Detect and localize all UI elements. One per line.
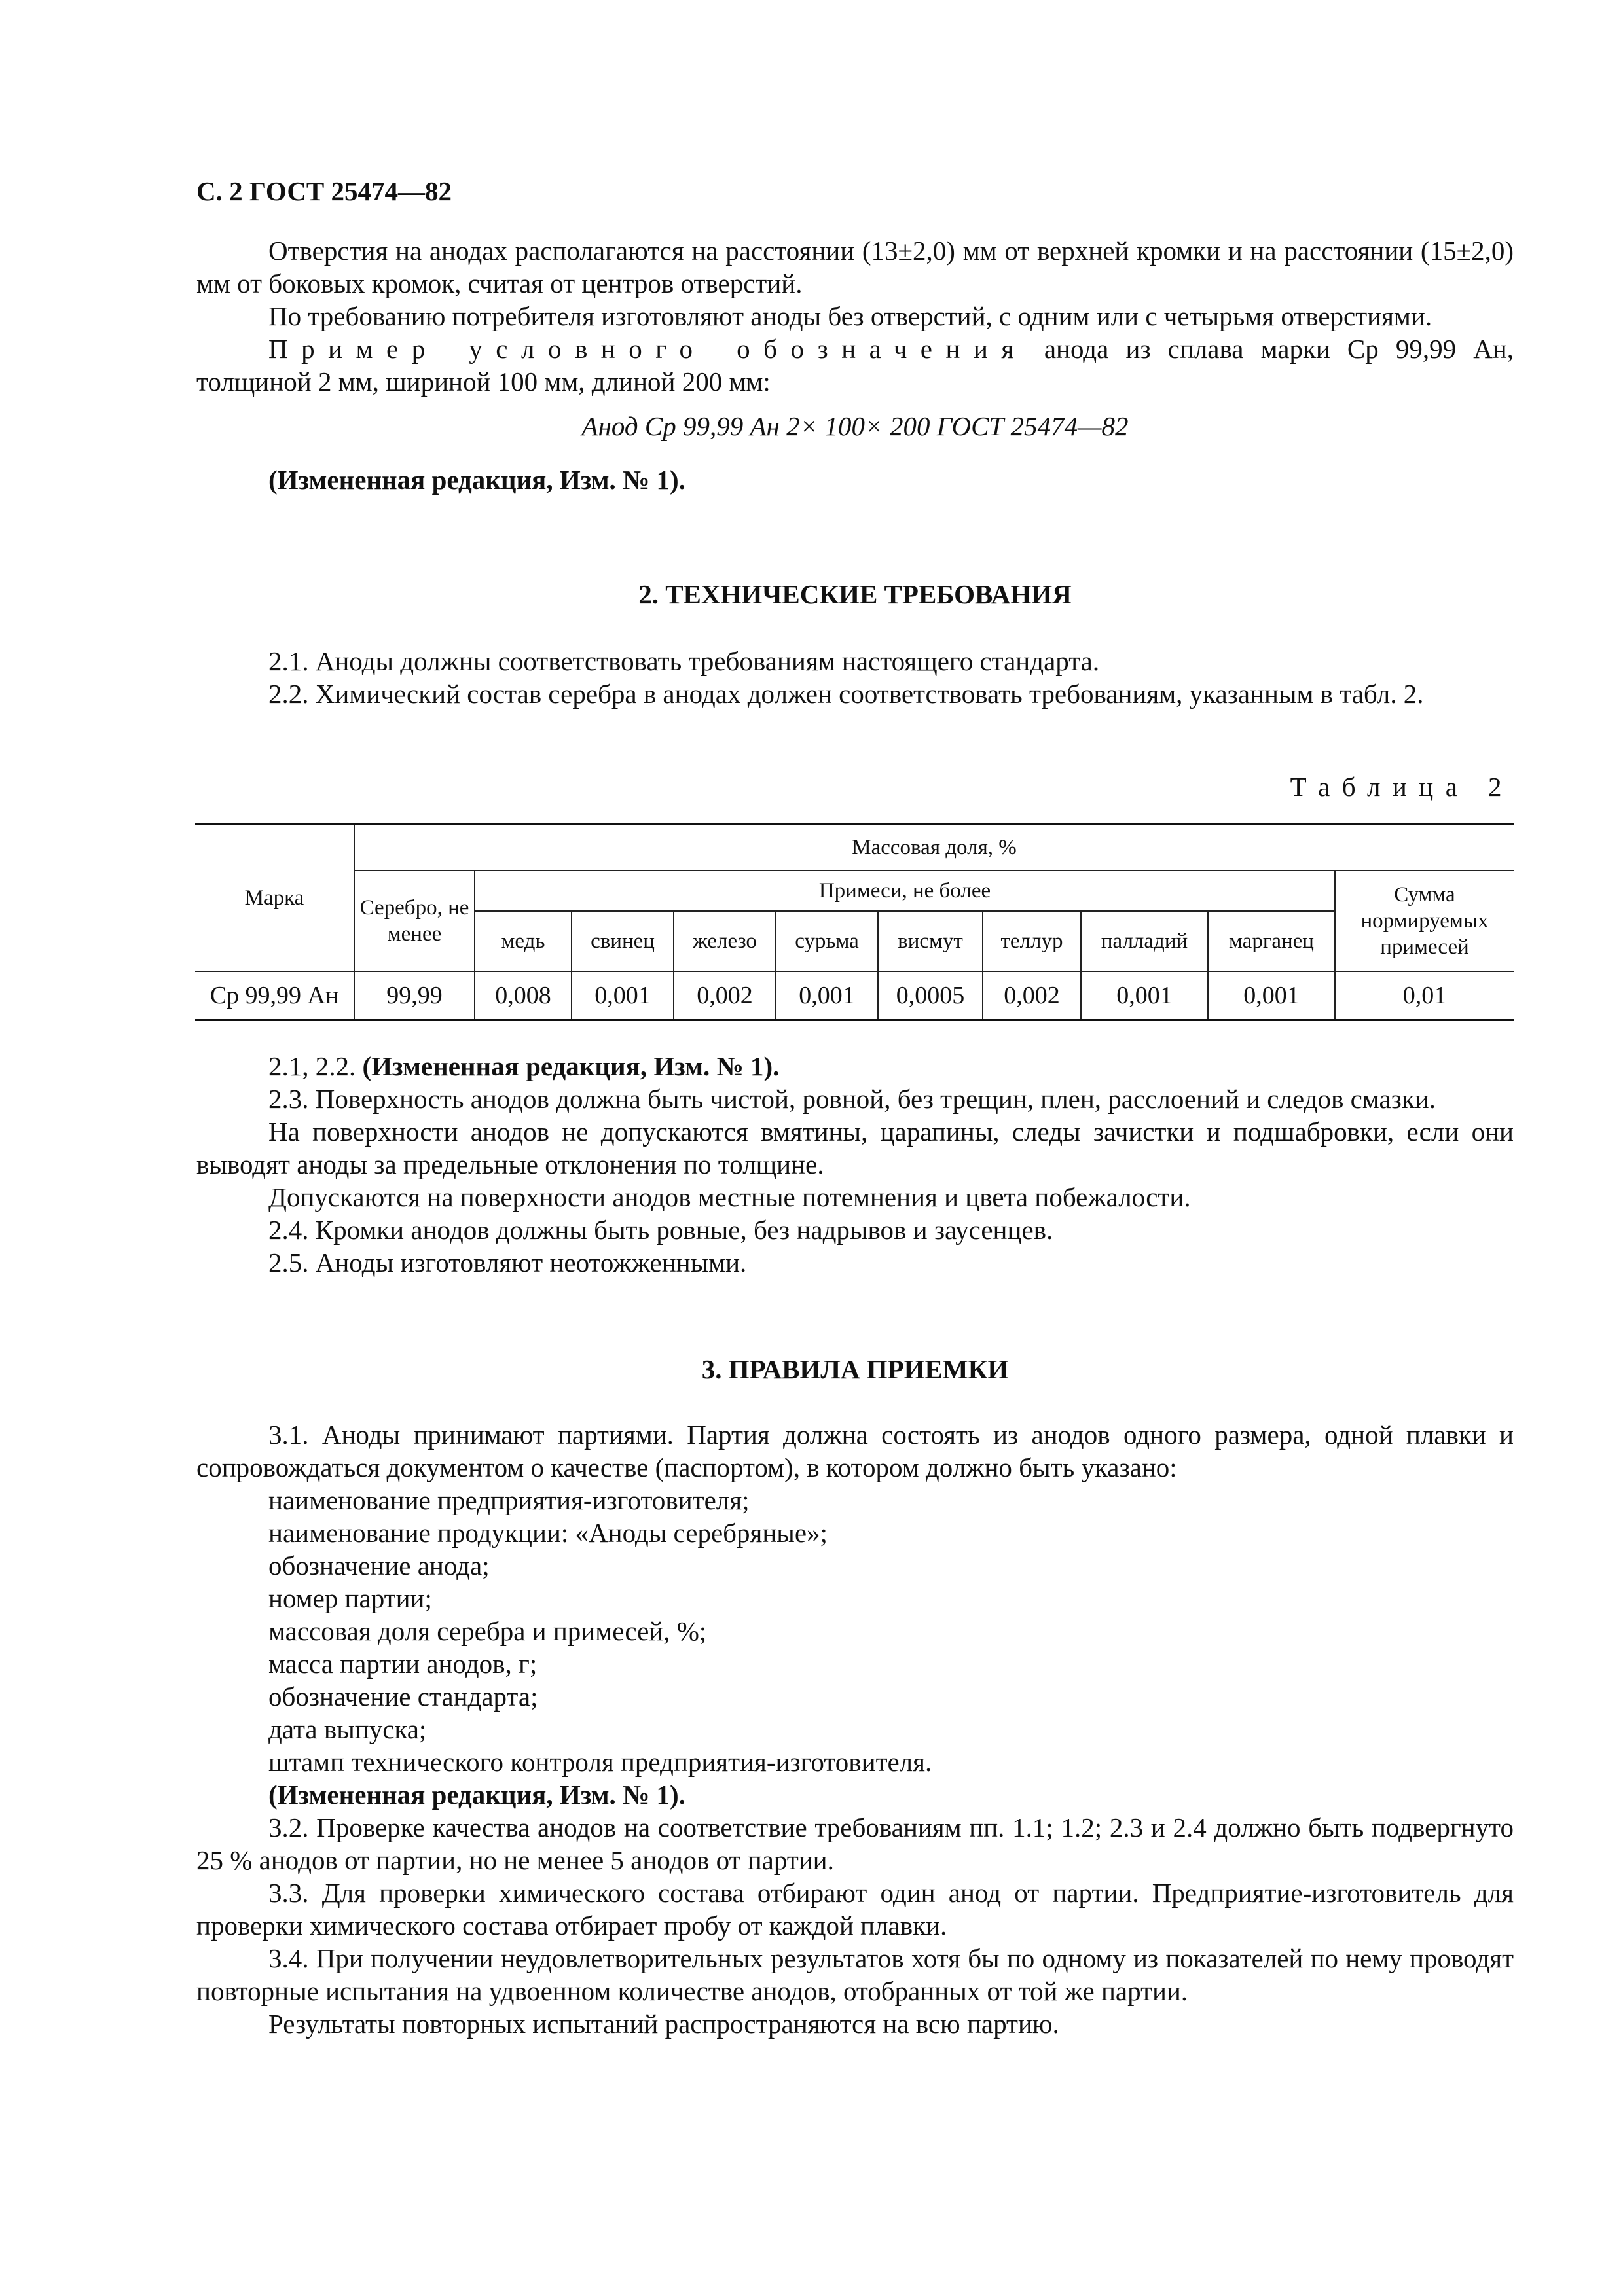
paragraph-2-1: 2.1. Аноды должны соответствовать требованиям настоящего стандарта. bbox=[268, 646, 1100, 676]
list-item: штамп технического контроля предприятия-изготовителя. bbox=[268, 1747, 932, 1777]
list-item: обозначение стандарта; bbox=[268, 1681, 538, 1712]
header-mass-fraction: Массовая доля, % bbox=[354, 825, 1514, 871]
header-impurity-pb: свинец bbox=[572, 911, 674, 971]
page-header: С. 2 ГОСТ 25474—82 bbox=[196, 176, 452, 206]
cell-fe: 0,002 bbox=[674, 971, 776, 1020]
example-text: анода из сплава марки Ср 99,99 Ан, толщиной 2 мм, шириной 100 мм, длиной 200 мм: bbox=[196, 334, 1514, 397]
list-item: обозначение анода; bbox=[268, 1551, 490, 1581]
cell-bi: 0,0005 bbox=[878, 971, 983, 1020]
revision-note: (Измененная редакция, Изм. № 1). bbox=[268, 465, 685, 495]
header-impurity-bi: висмут bbox=[878, 911, 983, 971]
header-impurity-mn: марганец bbox=[1208, 911, 1335, 971]
list-item: масса партии анодов, г; bbox=[268, 1649, 538, 1679]
paragraph-2-4: 2.4. Кромки анодов должны быть ровные, без надрывов и заусенцев. bbox=[268, 1215, 1053, 1245]
header-impurity-fe: железо bbox=[674, 911, 776, 971]
paragraph-2-3: 2.3. Поверхность анодов должна быть чистой, ровной, без трещин, плен, расслоений и следов смазки. bbox=[268, 1084, 1436, 1114]
table-row bbox=[195, 971, 1514, 1020]
paragraph-3-1: 3.1. Аноды принимают партиями. Партия должна состоять из анодов одного размера, одной плавки и сопровождаться документом о качестве (паспортом), в котором должно быть указано: bbox=[196, 1420, 1514, 1482]
revision-prefix: 2.1, 2.2. bbox=[268, 1051, 363, 1081]
cell-grade: Ср 99,99 Ан bbox=[195, 971, 354, 1020]
cell-sum: 0,01 bbox=[1335, 971, 1514, 1020]
list-item: массовая доля серебра и примесей, %; bbox=[268, 1616, 707, 1646]
list-item: наименование продукции: «Аноды серебряные»; bbox=[268, 1518, 828, 1548]
cell-te: 0,002 bbox=[983, 971, 1081, 1020]
paragraph-2-5: 2.5. Аноды изготовляют неотожженными. bbox=[268, 1247, 747, 1278]
section-2-title: 2. ТЕХНИЧЕСКИЕ ТРЕБОВАНИЯ bbox=[638, 579, 1072, 609]
header-grade: Марка bbox=[195, 825, 354, 972]
paragraph-2-3-c: Допускаются на поверхности анодов местные потемнения и цвета побежалости. bbox=[268, 1182, 1191, 1212]
header-impurity-sb: сурьма bbox=[776, 911, 878, 971]
paragraph-3-4: 3.4. При получении неудовлетворительных результатов хотя бы по одному из показателей по нему проводят повторные испытания на удвоенном количестве анодов, отобранных от той же партии. bbox=[196, 1943, 1514, 2006]
paragraph-2-2: 2.2. Химический состав серебра в анодах должен соответствовать требованиям, указанным в табл. 2. bbox=[268, 679, 1424, 709]
section-2-intro bbox=[196, 645, 1514, 710]
cell-sb: 0,001 bbox=[776, 971, 878, 1020]
paragraph-holes-options: По требованию потребителя изготовляют аноды без отверстий, с одним или с четырьмя отверстиями. bbox=[268, 301, 1432, 331]
section-2-requirements bbox=[196, 1050, 1514, 1279]
designation-example: Анод Ср 99,99 Ан 2× 100× 200 ГОСТ 25474—82 bbox=[581, 411, 1129, 441]
revision-bold: (Измененная редакция, Изм. № 1). bbox=[362, 1051, 780, 1081]
header-impurity-pd: палладий bbox=[1081, 911, 1208, 971]
revision-note: (Измененная редакция, Изм. № 1). bbox=[268, 1780, 685, 1810]
paragraph-3-2: 3.2. Проверке качества анодов на соответствие требованиям пп. 1.1; 1.2; 2.3 и 2.4 должно быть подвергнуто 25 % анодов от партии, но не менее 5 анодов от партии. bbox=[196, 1812, 1514, 1875]
cell-silver: 99,99 bbox=[354, 971, 475, 1020]
table-caption: Таблица 2 bbox=[1290, 772, 1514, 802]
cell-mn: 0,001 bbox=[1208, 971, 1335, 1020]
composition-table bbox=[195, 823, 1514, 1021]
cell-pd: 0,001 bbox=[1081, 971, 1208, 1020]
paragraph-holes: Отверстия на анодах располагаются на расстоянии (13±2,0) мм от верхней кромки и на расстоянии (15±2,0) мм от боковых кромок, считая от центров отверстий. bbox=[196, 236, 1514, 298]
cell-cu: 0,008 bbox=[475, 971, 572, 1020]
header-silver: Серебро, не менее bbox=[354, 870, 475, 971]
header-impurity-cu: медь bbox=[475, 911, 572, 971]
section-3-body bbox=[196, 1418, 1514, 2040]
example-label: Пример условного обозначения bbox=[268, 334, 1027, 364]
paragraph-3-3: 3.3. Для проверки химического состава отбирают один анод от партии. Предприятие-изготовитель для проверки химического состава отбирает пробу от каждой плавки. bbox=[196, 1878, 1514, 1941]
section-3-title: 3. ПРАВИЛА ПРИЕМКИ bbox=[701, 1354, 1009, 1384]
header-sum: Сумма нормируемых примесей bbox=[1335, 870, 1514, 971]
list-item: дата выпуска; bbox=[268, 1714, 427, 1744]
paragraph-2-1-2-2-revision bbox=[196, 1050, 1514, 1083]
paragraph-2-3-b: На поверхности анодов не допускаются вмятины, царапины, следы зачистки и подшабровки, если они выводят аноды за предельные отклонения по толщине. bbox=[196, 1117, 1514, 1179]
intro-block bbox=[196, 234, 1514, 496]
cell-pb: 0,001 bbox=[572, 971, 674, 1020]
paragraph-example bbox=[196, 332, 1514, 398]
list-item: наименование предприятия-изготовителя; bbox=[268, 1485, 750, 1515]
list-item: номер партии; bbox=[268, 1583, 432, 1613]
header-impurities: Примеси, не более bbox=[475, 870, 1335, 911]
paragraph-3-4-b: Результаты повторных испытаний распространяются на всю партию. bbox=[268, 2009, 1059, 2039]
header-impurity-te: теллур bbox=[983, 911, 1081, 971]
